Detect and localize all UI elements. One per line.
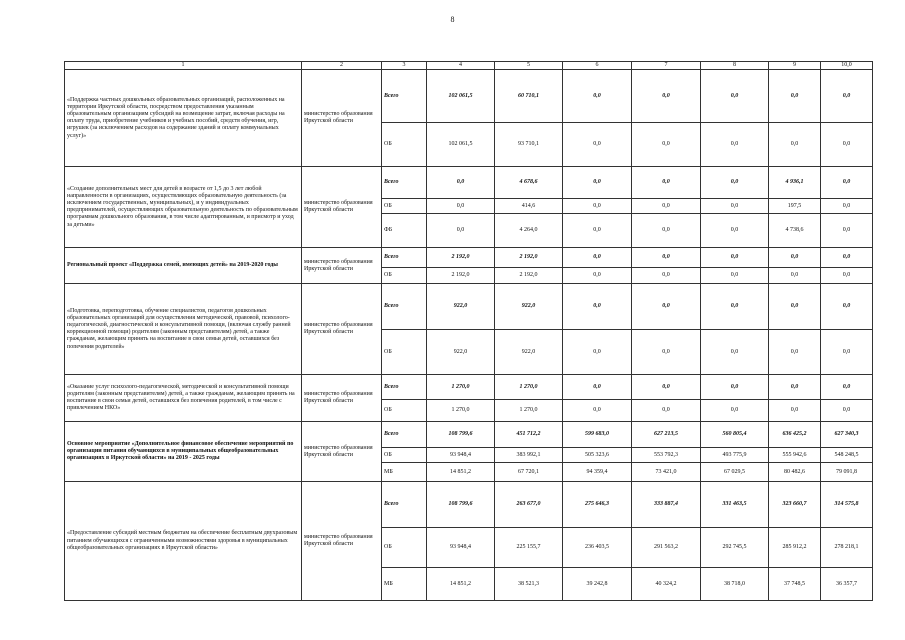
amount-cell: 0,0 (769, 375, 821, 400)
funding-source: ФБ (382, 214, 427, 248)
funding-source: МБ (382, 568, 427, 601)
amount-cell: 278 218,1 (821, 528, 873, 568)
amount-cell: 1 270,0 (427, 400, 495, 422)
header-cell: 4 (427, 62, 495, 70)
amount-cell: 0,0 (563, 123, 632, 167)
amount-cell: 197,5 (769, 199, 821, 214)
amount-cell: 553 792,3 (632, 448, 701, 463)
amount-cell: 60 710,1 (495, 70, 563, 123)
activity-name: «Подготовка, переподготовка, обучение специалистов, педагогов дошкольных образовательных организаций для осуществления методической, правовой, психолого-педагогической, диагностической и консультативной помощи, (включая службу ранней коррекционной помощи) родителям (законным представителям) детей, а также гражданам, желающим принять на воспитание в свои семьи детей, оставшихся без попечения родителей» (65, 284, 302, 375)
amount-cell: 108 799,6 (427, 482, 495, 528)
header-cell: 2 (302, 62, 382, 70)
amount-cell: 0,0 (769, 330, 821, 375)
amount-cell: 0,0 (821, 400, 873, 422)
amount-cell: 636 425,2 (769, 422, 821, 448)
amount-cell: 0,0 (563, 167, 632, 199)
amount-cell: 38 718,0 (701, 568, 769, 601)
header-cell: 9 (769, 62, 821, 70)
table-row (65, 422, 873, 448)
amount-cell: 922,0 (495, 330, 563, 375)
amount-cell: 0,0 (632, 199, 701, 214)
funding-source: Всего (382, 375, 427, 400)
amount-cell: 0,0 (701, 167, 769, 199)
amount-cell: 102 061,5 (427, 70, 495, 123)
amount-cell: 0,0 (821, 70, 873, 123)
funding-source: Всего (382, 482, 427, 528)
amount-cell: 14 851,2 (427, 463, 495, 482)
activity-name: Основное мероприятие «Дополнительное финансовое обеспечение мероприятий по организации питания обучающихся в муниципальных общеобразовательных организациях в Иркутской области» на 2019 - 2025 годы (65, 422, 302, 482)
amount-cell: 0,0 (427, 214, 495, 248)
amount-cell: 0,0 (563, 375, 632, 400)
funding-source: ОБ (382, 528, 427, 568)
header-cell: 3 (382, 62, 427, 70)
header-cell: 10,0 (821, 62, 873, 70)
amount-cell: 0,0 (701, 199, 769, 214)
amount-cell: 36 357,7 (821, 568, 873, 601)
amount-cell: 0,0 (632, 284, 701, 330)
amount-cell: 2 192,0 (495, 268, 563, 284)
amount-cell: 4 738,6 (769, 214, 821, 248)
amount-cell: 67 029,5 (701, 463, 769, 482)
amount-cell: 2 192,0 (427, 268, 495, 284)
amount-cell: 0,0 (701, 375, 769, 400)
header-cell: 1 (65, 62, 302, 70)
amount-cell: 1 270,0 (495, 375, 563, 400)
amount-cell: 73 421,0 (632, 463, 701, 482)
funding-source: МБ (382, 463, 427, 482)
amount-cell: 0,0 (632, 167, 701, 199)
funding-source: Всего (382, 70, 427, 123)
table-row (65, 375, 873, 400)
amount-cell: 102 061,5 (427, 123, 495, 167)
amount-cell: 0,0 (427, 199, 495, 214)
amount-cell: 275 646,3 (563, 482, 632, 528)
funding-source: ОБ (382, 330, 427, 375)
funding-source: ОБ (382, 199, 427, 214)
amount-cell: 4 678,6 (495, 167, 563, 199)
amount-cell: 263 677,0 (495, 482, 563, 528)
amount-cell: 333 887,4 (632, 482, 701, 528)
amount-cell: 0,0 (563, 70, 632, 123)
funding-source: ОБ (382, 448, 427, 463)
amount-cell: 0,0 (769, 123, 821, 167)
amount-cell: 0,0 (632, 123, 701, 167)
amount-cell: 0,0 (632, 375, 701, 400)
amount-cell: 627 340,3 (821, 422, 873, 448)
executor: министерство образования Иркутской области (302, 70, 382, 167)
amount-cell: 922,0 (427, 330, 495, 375)
table-row (65, 482, 873, 528)
executor: министерство образования Иркутской области (302, 248, 382, 284)
funding-source: ОБ (382, 400, 427, 422)
amount-cell: 37 748,5 (769, 568, 821, 601)
amount-cell: 0,0 (769, 284, 821, 330)
activity-name: «Создание дополнительных мест для детей в возрасте от 1,5 до 3 лет любой направленности в организациях, осуществляющих образовательную деятельность (за исключением государственных, муниципальных), и у индивидуальных предпринимателей, осуществляющих образовательную деятельность по образовательным программам дошкольного образования, в том числе адаптированным, и присмотр и уход за детьми» (65, 167, 302, 248)
header-cell: 6 (563, 62, 632, 70)
amount-cell: 292 745,5 (701, 528, 769, 568)
amount-cell: 0,0 (563, 214, 632, 248)
amount-cell: 627 213,5 (632, 422, 701, 448)
amount-cell: 94 359,4 (563, 463, 632, 482)
funding-source: ОБ (382, 123, 427, 167)
amount-cell: 560 805,4 (701, 422, 769, 448)
table-row (65, 70, 873, 123)
amount-cell: 225 155,7 (495, 528, 563, 568)
amount-cell: 93 948,4 (427, 528, 495, 568)
page-number: 8 (450, 15, 455, 24)
amount-cell: 0,0 (563, 330, 632, 375)
amount-cell: 14 851,2 (427, 568, 495, 601)
amount-cell: 0,0 (427, 167, 495, 199)
amount-cell: 0,0 (632, 268, 701, 284)
amount-cell: 39 242,8 (563, 568, 632, 601)
amount-cell: 0,0 (701, 400, 769, 422)
amount-cell: 331 463,5 (701, 482, 769, 528)
amount-cell: 0,0 (821, 248, 873, 268)
amount-cell: 285 912,2 (769, 528, 821, 568)
amount-cell: 40 324,2 (632, 568, 701, 601)
amount-cell: 0,0 (821, 123, 873, 167)
amount-cell: 0,0 (821, 375, 873, 400)
amount-cell: 0,0 (821, 199, 873, 214)
funding-source: ОБ (382, 268, 427, 284)
amount-cell: 0,0 (821, 214, 873, 248)
amount-cell: 93 710,1 (495, 123, 563, 167)
amount-cell: 79 091,8 (821, 463, 873, 482)
amount-cell: 1 270,0 (495, 400, 563, 422)
amount-cell: 0,0 (563, 268, 632, 284)
amount-cell: 0,0 (563, 400, 632, 422)
table-row (65, 167, 873, 199)
amount-cell: 2 192,0 (427, 248, 495, 268)
amount-cell: 0,0 (701, 70, 769, 123)
executor: министерство образования Иркутской области (302, 167, 382, 248)
amount-cell: 67 720,1 (495, 463, 563, 482)
header-cell: 8 (701, 62, 769, 70)
executor: министерство образования Иркутской области (302, 284, 382, 375)
activity-name: «Поддержка частных дошкольных образовательных организаций, расположенных на территории Иркутской области, посредством предоставления указанным образовательным организациям субсидий на возмещение затрат, включая расходы на оплату труда, приобретение учебников и учебных пособий, средств обучения, игр, игрушек (за исключением расходов на содержание зданий и оплату коммунальных услуг)» (65, 70, 302, 167)
amount-cell: 0,0 (701, 123, 769, 167)
amount-cell: 108 799,6 (427, 422, 495, 448)
amount-cell: 236 403,5 (563, 528, 632, 568)
funding-source: Всего (382, 284, 427, 330)
amount-cell: 0,0 (769, 70, 821, 123)
amount-cell: 38 521,3 (495, 568, 563, 601)
header-cell: 5 (495, 62, 563, 70)
funding-source: Всего (382, 167, 427, 199)
amount-cell: 0,0 (701, 248, 769, 268)
amount-cell: 0,0 (701, 284, 769, 330)
amount-cell: 314 575,8 (821, 482, 873, 528)
table-row (65, 284, 873, 330)
amount-cell: 93 948,4 (427, 448, 495, 463)
amount-cell: 505 323,6 (563, 448, 632, 463)
amount-cell: 0,0 (821, 167, 873, 199)
funding-source: Всего (382, 248, 427, 268)
amount-cell: 0,0 (563, 284, 632, 330)
amount-cell: 4 936,1 (769, 167, 821, 199)
amount-cell: 922,0 (495, 284, 563, 330)
amount-cell: 323 660,7 (769, 482, 821, 528)
amount-cell: 0,0 (701, 214, 769, 248)
executor: министерство образования Иркутской области (302, 422, 382, 482)
header-cell: 7 (632, 62, 701, 70)
activity-name: Региональный проект «Поддержка семей, имеющих детей» на 2019-2020 годы (65, 248, 302, 284)
amount-cell: 0,0 (821, 268, 873, 284)
amount-cell: 2 192,0 (495, 248, 563, 268)
header-row (65, 62, 873, 70)
amount-cell: 383 992,1 (495, 448, 563, 463)
amount-cell: 0,0 (563, 199, 632, 214)
table-row (65, 248, 873, 268)
amount-cell: 599 683,0 (563, 422, 632, 448)
amount-cell: 0,0 (821, 284, 873, 330)
amount-cell: 1 270,0 (427, 375, 495, 400)
amount-cell: 0,0 (632, 248, 701, 268)
amount-cell: 0,0 (769, 400, 821, 422)
amount-cell: 414,6 (495, 199, 563, 214)
amount-cell: 0,0 (632, 70, 701, 123)
amount-cell: 0,0 (701, 330, 769, 375)
amount-cell: 0,0 (563, 248, 632, 268)
activity-name: «Предоставление субсидий местным бюджетам на обеспечение бесплатным двухразовым питанием обучающихся с ограниченными возможностями здоровья в муниципальных общеобразовательных организациях в Иркутской области» (65, 482, 302, 601)
activity-name: «Оказание услуг психолого-педагогической, методической и консультативной помощи родителям (законным представителям) детей, а также гражданам, желающим принять на воспитание в свои семьи детей, оставшихся без попечения родителей, в том числе с привлечением НКО» (65, 375, 302, 422)
amount-cell: 0,0 (769, 248, 821, 268)
executor: министерство образования Иркутской области (302, 482, 382, 601)
amount-cell: 0,0 (632, 400, 701, 422)
amount-cell: 291 563,2 (632, 528, 701, 568)
amount-cell: 555 942,6 (769, 448, 821, 463)
executor: министерство образования Иркутской области (302, 375, 382, 422)
amount-cell: 80 482,6 (769, 463, 821, 482)
amount-cell: 451 712,2 (495, 422, 563, 448)
budget-table (64, 61, 873, 601)
amount-cell: 0,0 (701, 268, 769, 284)
amount-cell: 0,0 (632, 330, 701, 375)
amount-cell: 548 248,5 (821, 448, 873, 463)
amount-cell: 922,0 (427, 284, 495, 330)
funding-source: Всего (382, 422, 427, 448)
amount-cell: 0,0 (821, 330, 873, 375)
amount-cell: 493 775,9 (701, 448, 769, 463)
amount-cell: 0,0 (769, 268, 821, 284)
amount-cell: 0,0 (632, 214, 701, 248)
amount-cell: 4 264,0 (495, 214, 563, 248)
